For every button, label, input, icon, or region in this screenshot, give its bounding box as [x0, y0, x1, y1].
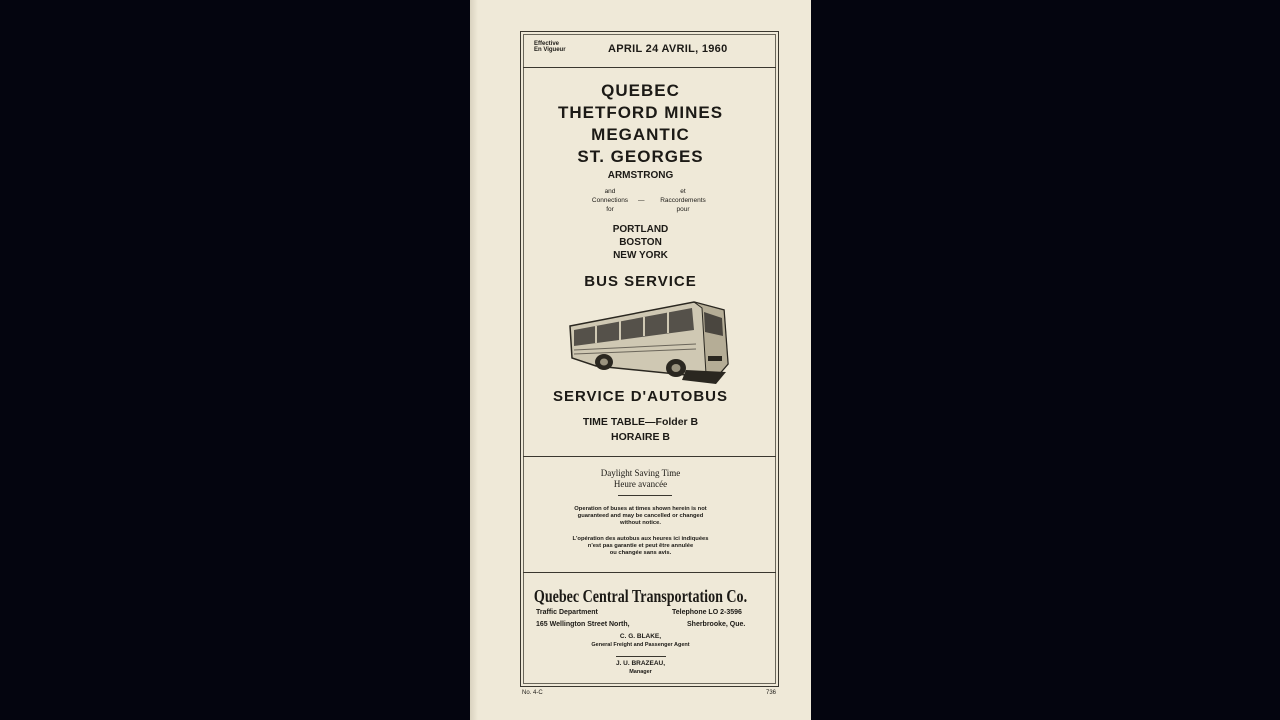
folder-number: No. 4-C	[522, 690, 543, 696]
effective-label-fr: En Vigueur	[534, 47, 566, 53]
agent-title: General Freight and Passenger Agent	[591, 642, 690, 648]
header-rule	[523, 67, 776, 68]
effective-label	[534, 41, 566, 53]
telephone: Telephone LO 2-3596	[672, 609, 742, 616]
dst-en: Daylight Saving Time	[600, 468, 681, 478]
conn-for: for	[606, 206, 614, 213]
city-thetford-mines: THETFORD MINES	[557, 103, 724, 122]
conn-connections: Connections	[591, 197, 629, 204]
notice-en-line: Operation of buses at times shown herein is not	[574, 506, 707, 512]
notice-french	[470, 536, 811, 557]
notice-fr-line: n'est pas garantie et peut être annulée	[587, 543, 694, 549]
daylight-saving-note	[470, 468, 811, 490]
city-armstrong: ARMSTRONG	[607, 170, 674, 181]
traffic-department: Traffic Department	[536, 609, 598, 616]
horaire-label: HORAIRE B	[611, 431, 670, 443]
service-autobus-title: SERVICE D'AUTOBUS	[552, 388, 729, 405]
dest-portland: PORTLAND	[612, 224, 669, 235]
section-rule-1	[523, 456, 776, 457]
agent-name: C. G. BLAKE,	[619, 633, 662, 640]
print-code: 736	[766, 690, 777, 696]
dst-fr: Heure avancée	[613, 479, 668, 489]
dst-rule	[618, 495, 672, 496]
conn-pour: pour	[676, 206, 690, 213]
bus-illustration	[566, 292, 738, 390]
dest-new-york: NEW YORK	[613, 250, 668, 261]
bus-service-title: BUS SERVICE	[584, 273, 697, 290]
notice-en-line: without notice.	[620, 520, 661, 526]
conn-and: and	[604, 188, 616, 195]
connections-dash: —	[638, 197, 645, 204]
notice-en-line: guaranteed and may be cancelled or changed	[577, 513, 704, 519]
timetable-folder	[470, 0, 811, 720]
company-name: Quebec Central Transportation Co.	[533, 586, 748, 606]
notice-fr-line: L'opération des autobus aux heures ici indiquées	[572, 536, 709, 542]
street-address: 165 Wellington Street North,	[536, 621, 630, 628]
section-rule-2	[523, 572, 776, 573]
timetable-label: TIME TABLE—Folder B	[582, 416, 699, 428]
conn-raccordements: Raccordements	[660, 197, 706, 204]
signature-rule	[616, 656, 666, 657]
effective-label-en: Effective	[534, 41, 560, 47]
city-address: Sherbrooke, Que.	[687, 621, 746, 628]
notice-english	[470, 506, 811, 527]
manager-title: Manager	[629, 669, 652, 675]
city-megantic: MEGANTIC	[591, 125, 690, 144]
dest-boston: BOSTON	[619, 237, 662, 248]
manager-name: J. U. BRAZEAU,	[615, 660, 666, 667]
city-quebec: QUEBEC	[601, 81, 680, 100]
conn-et: et	[680, 188, 686, 195]
city-st-georges: ST. GEORGES	[577, 147, 704, 166]
effective-date: APRIL 24 AVRIL, 1960	[608, 43, 728, 55]
connections-en	[585, 187, 635, 214]
connections-fr	[648, 187, 718, 214]
notice-fr-line: ou changée sans avis.	[609, 550, 672, 556]
